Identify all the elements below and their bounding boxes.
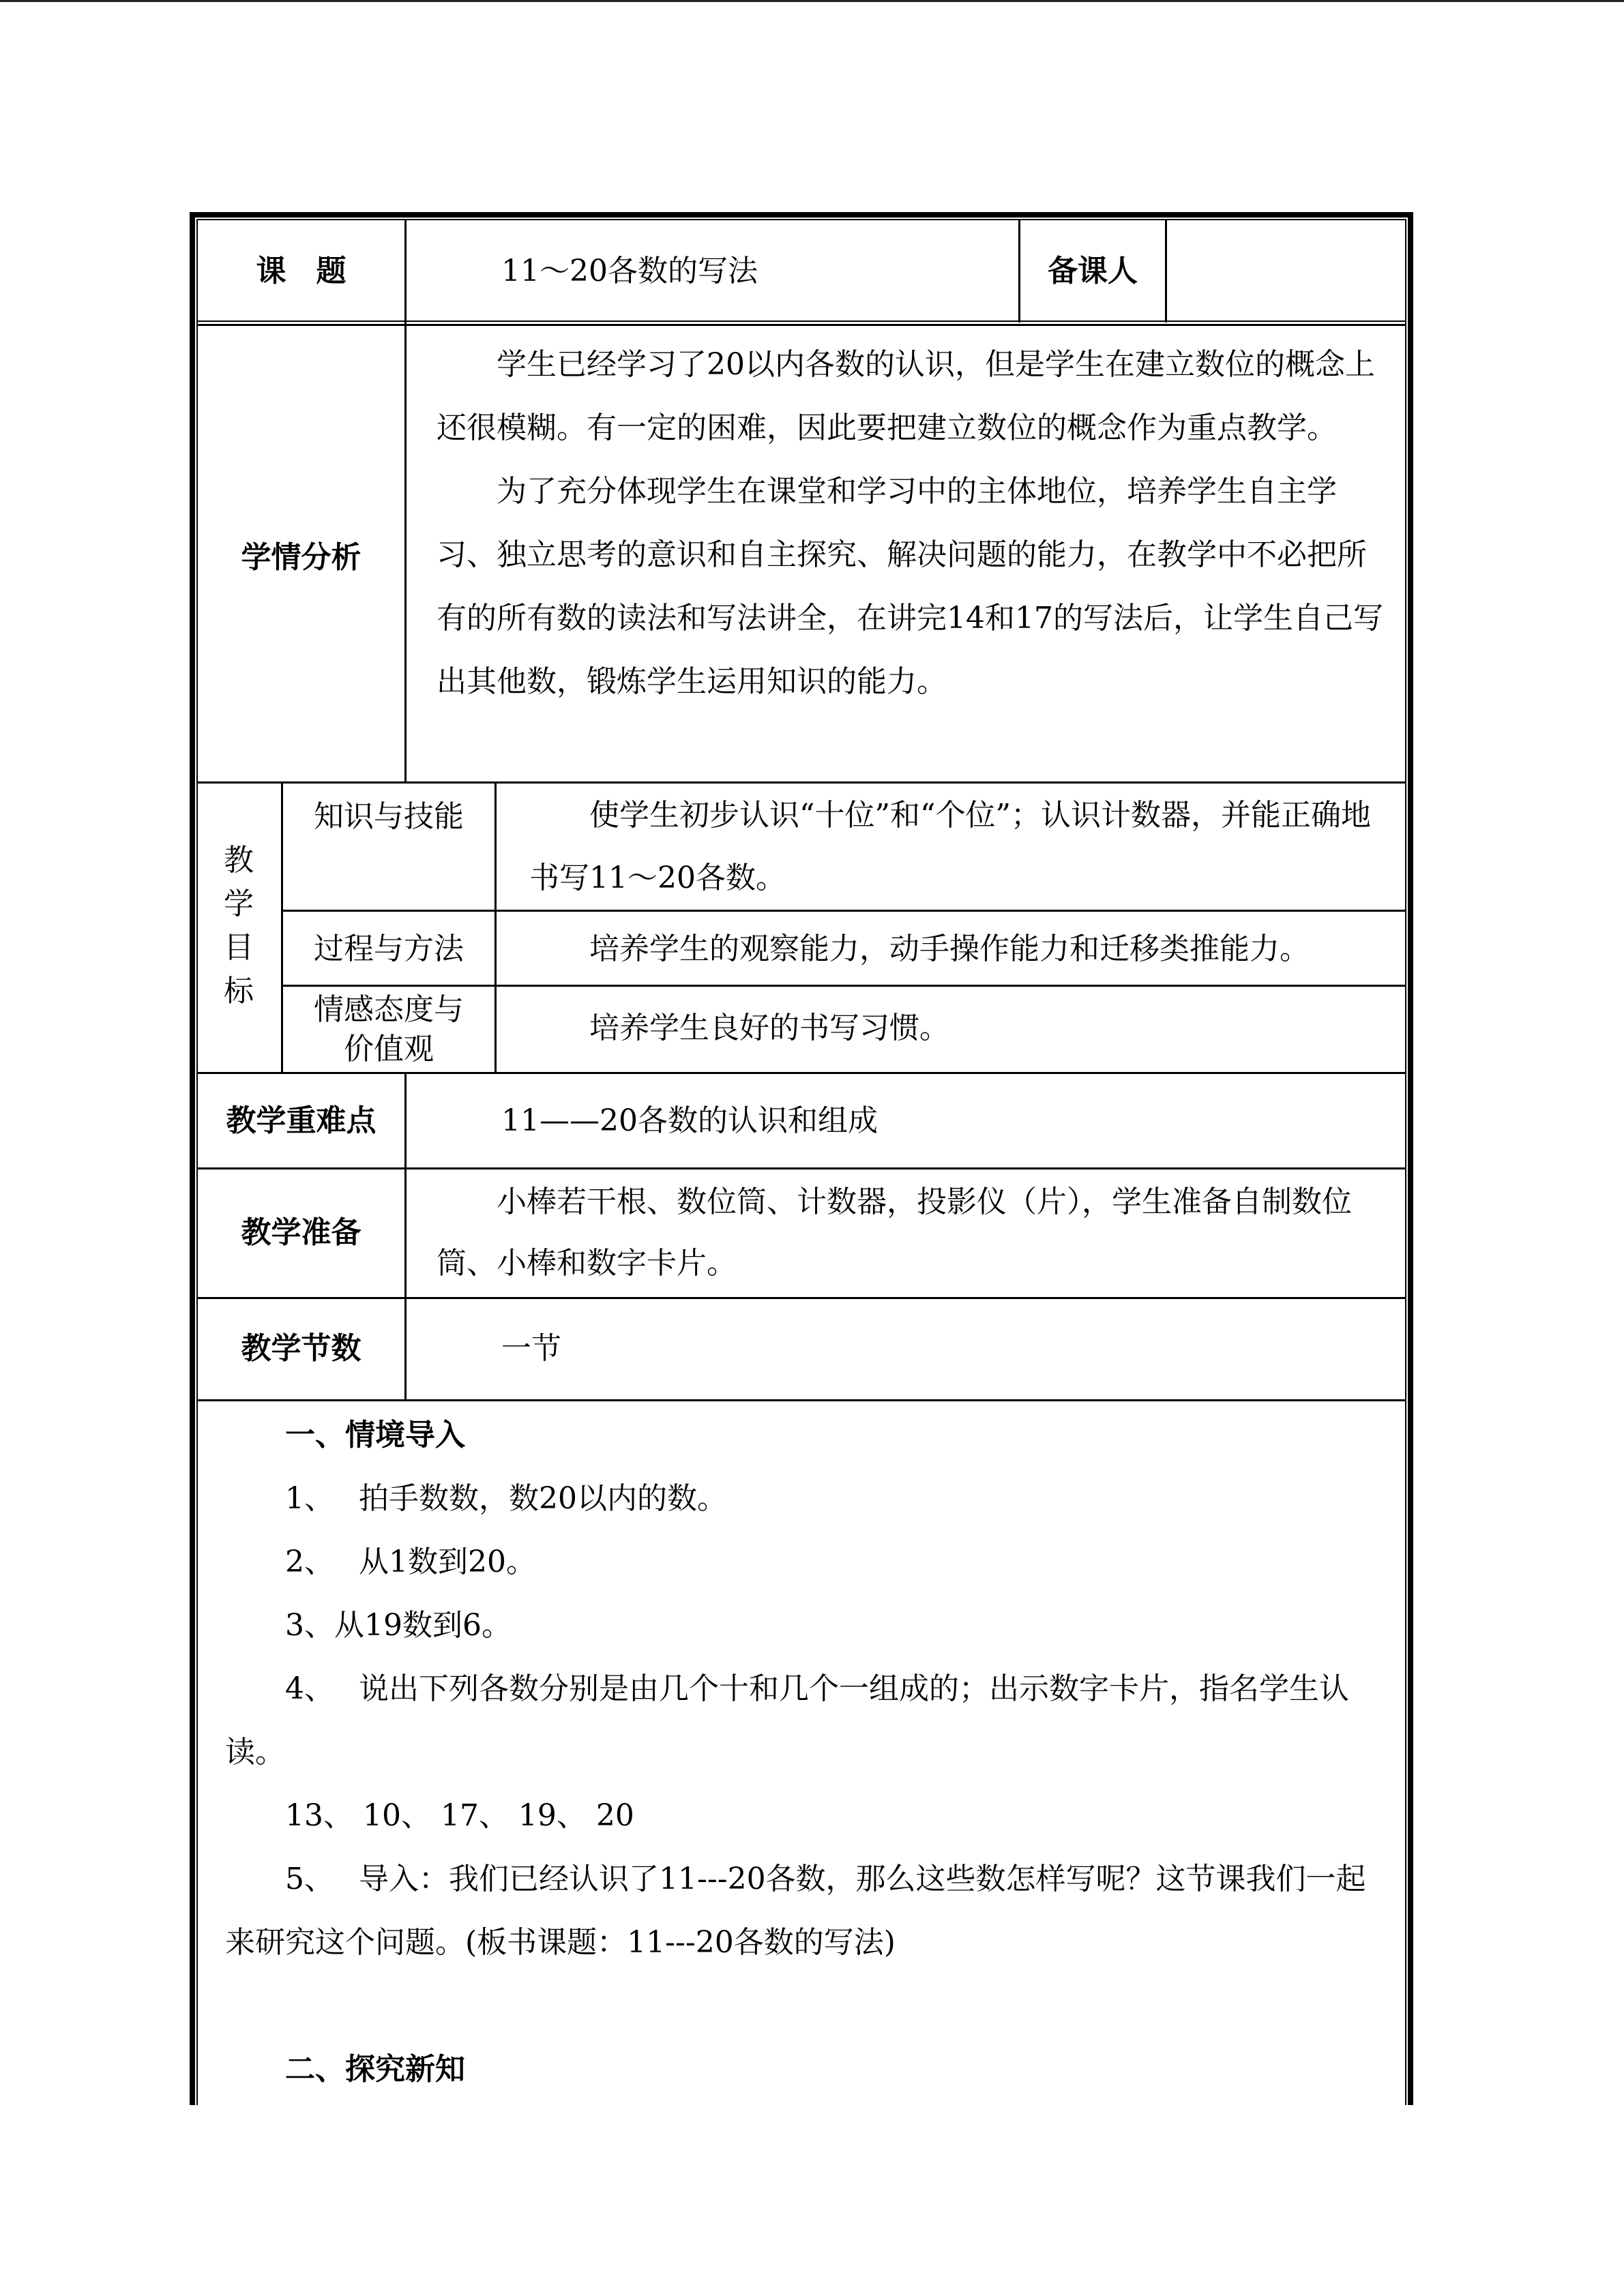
- row-divider: [281, 910, 1406, 912]
- column-divider: [494, 781, 497, 1074]
- row-divider: [196, 320, 1406, 326]
- row-divider: [281, 985, 1406, 987]
- process-item: 5、 导入：我们已经认识了11---20各数，那么这些数怎样写呢？这节课我们一起来研究这个问题。(板书课题：11---20各数的写法): [225, 1862, 1366, 1960]
- row-divider: [196, 781, 1406, 784]
- preparation-text: 小棒若干根、数位筒、计数器，投影仪（片），学生准备自制数位筒、小棒和数字卡片。: [437, 1184, 1352, 1281]
- goal-knowledge-text: 使学生初步认识“十位”和“个位”；认识计数器，并能正确地书写11～20各数。: [529, 798, 1371, 895]
- process-item: 2、 从1数到20。: [285, 1545, 536, 1579]
- goal-process-name: 过程与方法: [314, 931, 464, 966]
- process-item: 4、 说出下列各数分别是由几个十和几个一组成的；出示数字卡片，指名学生认读。: [225, 1671, 1349, 1770]
- goal-attitude-text: 培养学生良好的书写习惯。: [589, 1011, 949, 1045]
- column-divider: [1165, 219, 1167, 323]
- page-top-border: [0, 0, 1624, 2]
- goal-attitude-name: [283, 990, 494, 1069]
- column-divider: [404, 219, 407, 784]
- goal-process-text: 培养学生的观察能力，动手操作能力和迁移类推能力。: [589, 931, 1310, 966]
- goals-label-text: 教学目标: [224, 843, 254, 1009]
- process-item: 3、从19数到6。: [285, 1608, 512, 1643]
- analysis-text: [437, 333, 1388, 713]
- topic-value: 11～20各数的写法: [501, 254, 758, 288]
- sessions-text: 一节: [501, 1331, 561, 1366]
- goal-attitude-name-line2: 价值观: [344, 1032, 434, 1067]
- goal-knowledge-name: 知识与技能: [314, 799, 464, 834]
- analysis-label: 学情分析: [241, 540, 361, 575]
- goals-label: [205, 839, 273, 1013]
- goal-attitude-name-line1: 情感态度与: [314, 992, 464, 1027]
- row-divider: [196, 1072, 1406, 1074]
- row-divider: [196, 1167, 1406, 1169]
- process-item: 1、 拍手数数，数20以内的数。: [285, 1481, 727, 1516]
- sessions-label: 教学节数: [241, 1331, 361, 1366]
- key-points-label: 教学重难点: [226, 1103, 377, 1138]
- preparation-label: 教学准备: [241, 1215, 361, 1250]
- section-heading-intro: 一、情境导入: [285, 1418, 465, 1452]
- analysis-paragraph-1: 学生已经学习了20以内各数的认识，但是学生在建立数位的概念上还很模糊。有一定的困难，因此要把建立数位的概念作为重点教学。: [437, 347, 1375, 445]
- topic-label: 课 题: [256, 254, 346, 288]
- row-divider: [196, 1297, 1406, 1299]
- blank-line: [225, 1974, 1395, 2038]
- key-points-text: 11——20各数的认识和组成: [501, 1103, 878, 1138]
- row-divider: [196, 1399, 1406, 1401]
- column-divider: [404, 1072, 407, 1399]
- analysis-paragraph-2: 为了充分体现学生在课堂和学习中的主体地位，培养学生自主学习、独立思考的意识和自主探究、解决问题的能力，在教学中不必把所有的所有数的读法和写法讲全，在讲完14和17的写法后，让学生自己写出其他数，锻炼学生运用知识的能力。: [437, 474, 1383, 699]
- section-heading-explore: 二、探究新知: [285, 2052, 465, 2087]
- preparer-label: 备课人: [1048, 254, 1138, 288]
- teaching-process: [225, 1403, 1395, 2101]
- process-number-list: 13、 10、 17、 19、 20: [285, 1798, 634, 1833]
